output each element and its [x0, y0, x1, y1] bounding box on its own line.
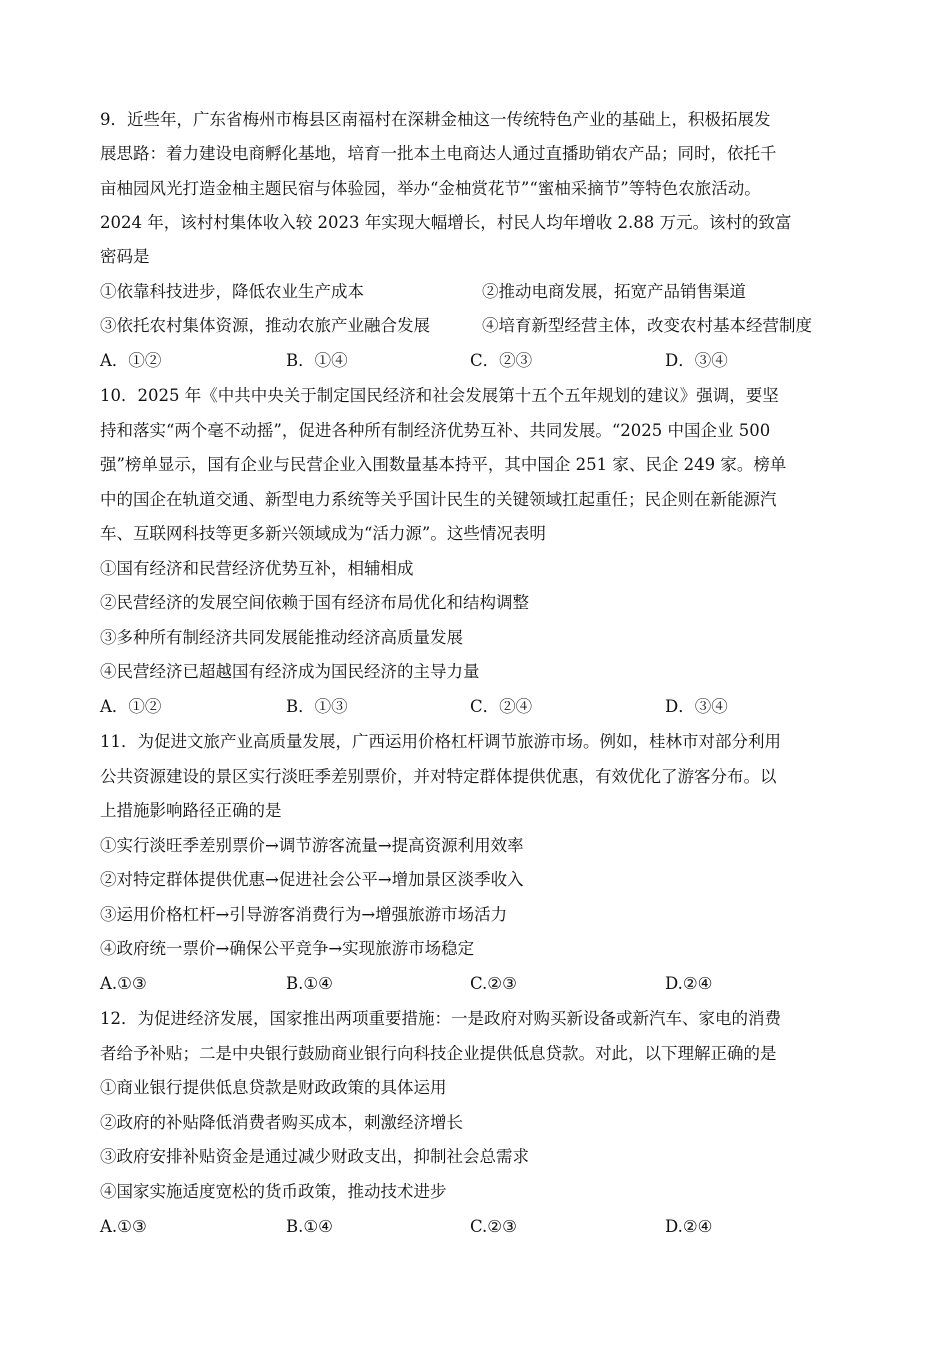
- statement: ④培育新型经营主体，改变农村基本经营制度: [482, 316, 812, 335]
- question-stem-line: 密码是: [100, 247, 150, 266]
- statement: ③依托农村集体资源，推动农旅产业融合发展: [100, 316, 430, 335]
- question-stem-line: 强”榜单显示，国有企业与民营企业入围数量基本持平，其中国企 251 家、民企 249 家。榜单: [100, 455, 787, 474]
- statement: ①国有经济和民营经济优势互补，相辅相成: [100, 559, 414, 578]
- statement: ④政府统一票价→确保公平竞争→实现旅游市场稳定: [100, 939, 475, 958]
- answer-options: [100, 697, 860, 717]
- statement: ④国家实施适度宽松的货币政策，推动技术进步: [100, 1182, 447, 1201]
- option-c[interactable]: C.②③: [470, 974, 517, 993]
- option-d[interactable]: D．③④: [665, 697, 728, 716]
- option-b[interactable]: B.①④: [286, 1217, 333, 1236]
- option-b[interactable]: B．①④: [286, 351, 348, 370]
- question-stem-line: 公共资源建设的景区实行淡旺季差别票价，并对特定群体提供优惠，有效优化了游客分布。以: [100, 767, 777, 786]
- option-d[interactable]: D.②④: [665, 1217, 713, 1236]
- statement: ①商业银行提供低息贷款是财政政策的具体运用: [100, 1078, 447, 1097]
- statement: ③多种所有制经济共同发展能推动经济高质量发展: [100, 628, 463, 647]
- option-b[interactable]: B.①④: [286, 974, 333, 993]
- statement: ③政府安排补贴资金是通过减少财政支出，抑制社会总需求: [100, 1147, 529, 1166]
- statement: ②民营经济的发展空间依赖于国有经济布局优化和结构调整: [100, 593, 529, 612]
- answer-options: [100, 351, 860, 371]
- statement: ②推动电商发展，拓宽产品销售渠道: [482, 282, 746, 301]
- question-stem-line: 展思路：着力建设电商孵化基地，培育一批本土电商达人通过直播助销农产品；同时，依托千: [100, 144, 777, 163]
- option-c[interactable]: C．②④: [470, 697, 533, 716]
- statement: ②政府的补贴降低消费者购买成本，刺激经济增长: [100, 1113, 463, 1132]
- question-stem-line: 车、互联网科技等更多新兴领域成为“活力源”。这些情况表明: [100, 524, 546, 543]
- statement: ③运用价格杠杆→引导游客消费行为→增强旅游市场活力: [100, 905, 508, 924]
- option-d[interactable]: D．③④: [665, 351, 728, 370]
- question-stem-line: 12．为促进经济发展，国家推出两项重要措施：一是政府对购买新设备或新汽车、家电的消费: [100, 1009, 781, 1028]
- option-a[interactable]: A.①③: [100, 1217, 147, 1236]
- question-stem-line: 者给予补贴；二是中央银行鼓励商业银行向科技企业提供低息贷款。对此，以下理解正确的是: [100, 1044, 777, 1063]
- option-b[interactable]: B．①③: [286, 697, 348, 716]
- statement: ②对特定群体提供优惠→促进社会公平→增加景区淡季收入: [100, 870, 524, 889]
- statement-row: [100, 316, 860, 336]
- question-stem-line: 亩柚园风光打造金柚主题民宿与体验园，举办“金柚赏花节”“蜜柚采摘节”等特色农旅活动。: [100, 179, 761, 198]
- option-a[interactable]: A．①②: [100, 697, 162, 716]
- question-stem-line: 9．近些年，广东省梅州市梅县区南福村在深耕金柚这一传统特色产业的基础上，积极拓展发: [100, 110, 771, 129]
- option-c[interactable]: C.②③: [470, 1217, 517, 1236]
- question-stem-line: 中的国企在轨道交通、新型电力系统等关乎国计民生的关键领域扛起重任；民企则在新能源汽: [100, 490, 777, 509]
- statement: ④民营经济已超越国有经济成为国民经济的主导力量: [100, 662, 480, 681]
- option-d[interactable]: D.②④: [665, 974, 713, 993]
- option-a[interactable]: A.①③: [100, 974, 147, 993]
- statement-row: [100, 282, 860, 302]
- option-a[interactable]: A．①②: [100, 351, 162, 370]
- answer-options: [100, 1217, 860, 1237]
- option-c[interactable]: C．②③: [470, 351, 533, 370]
- statement: ①依靠科技进步，降低农业生产成本: [100, 282, 364, 301]
- question-stem-line: 上措施影响路径正确的是: [100, 801, 282, 820]
- answer-options: [100, 974, 860, 994]
- statement: ①实行淡旺季差别票价→调节游客流量→提高资源利用效率: [100, 836, 524, 855]
- question-stem-line: 2024 年，该村村集体收入较 2023 年实现大幅增长，村民人均年增收 2.88 万元。该村的致富: [100, 213, 792, 232]
- question-stem-line: 持和落实“两个毫不动摇”，促进各种所有制经济优势互补、共同发展。“2025 中国企业 500: [100, 421, 771, 440]
- question-stem-line: 11．为促进文旅产业高质量发展，广西运用价格杠杆调节旅游市场。例如，桂林市对部分利用: [100, 732, 781, 751]
- question-stem-line: 10．2025 年《中共中央关于制定国民经济和社会发展第十五个五年规划的建议》强调，要坚: [100, 386, 779, 405]
